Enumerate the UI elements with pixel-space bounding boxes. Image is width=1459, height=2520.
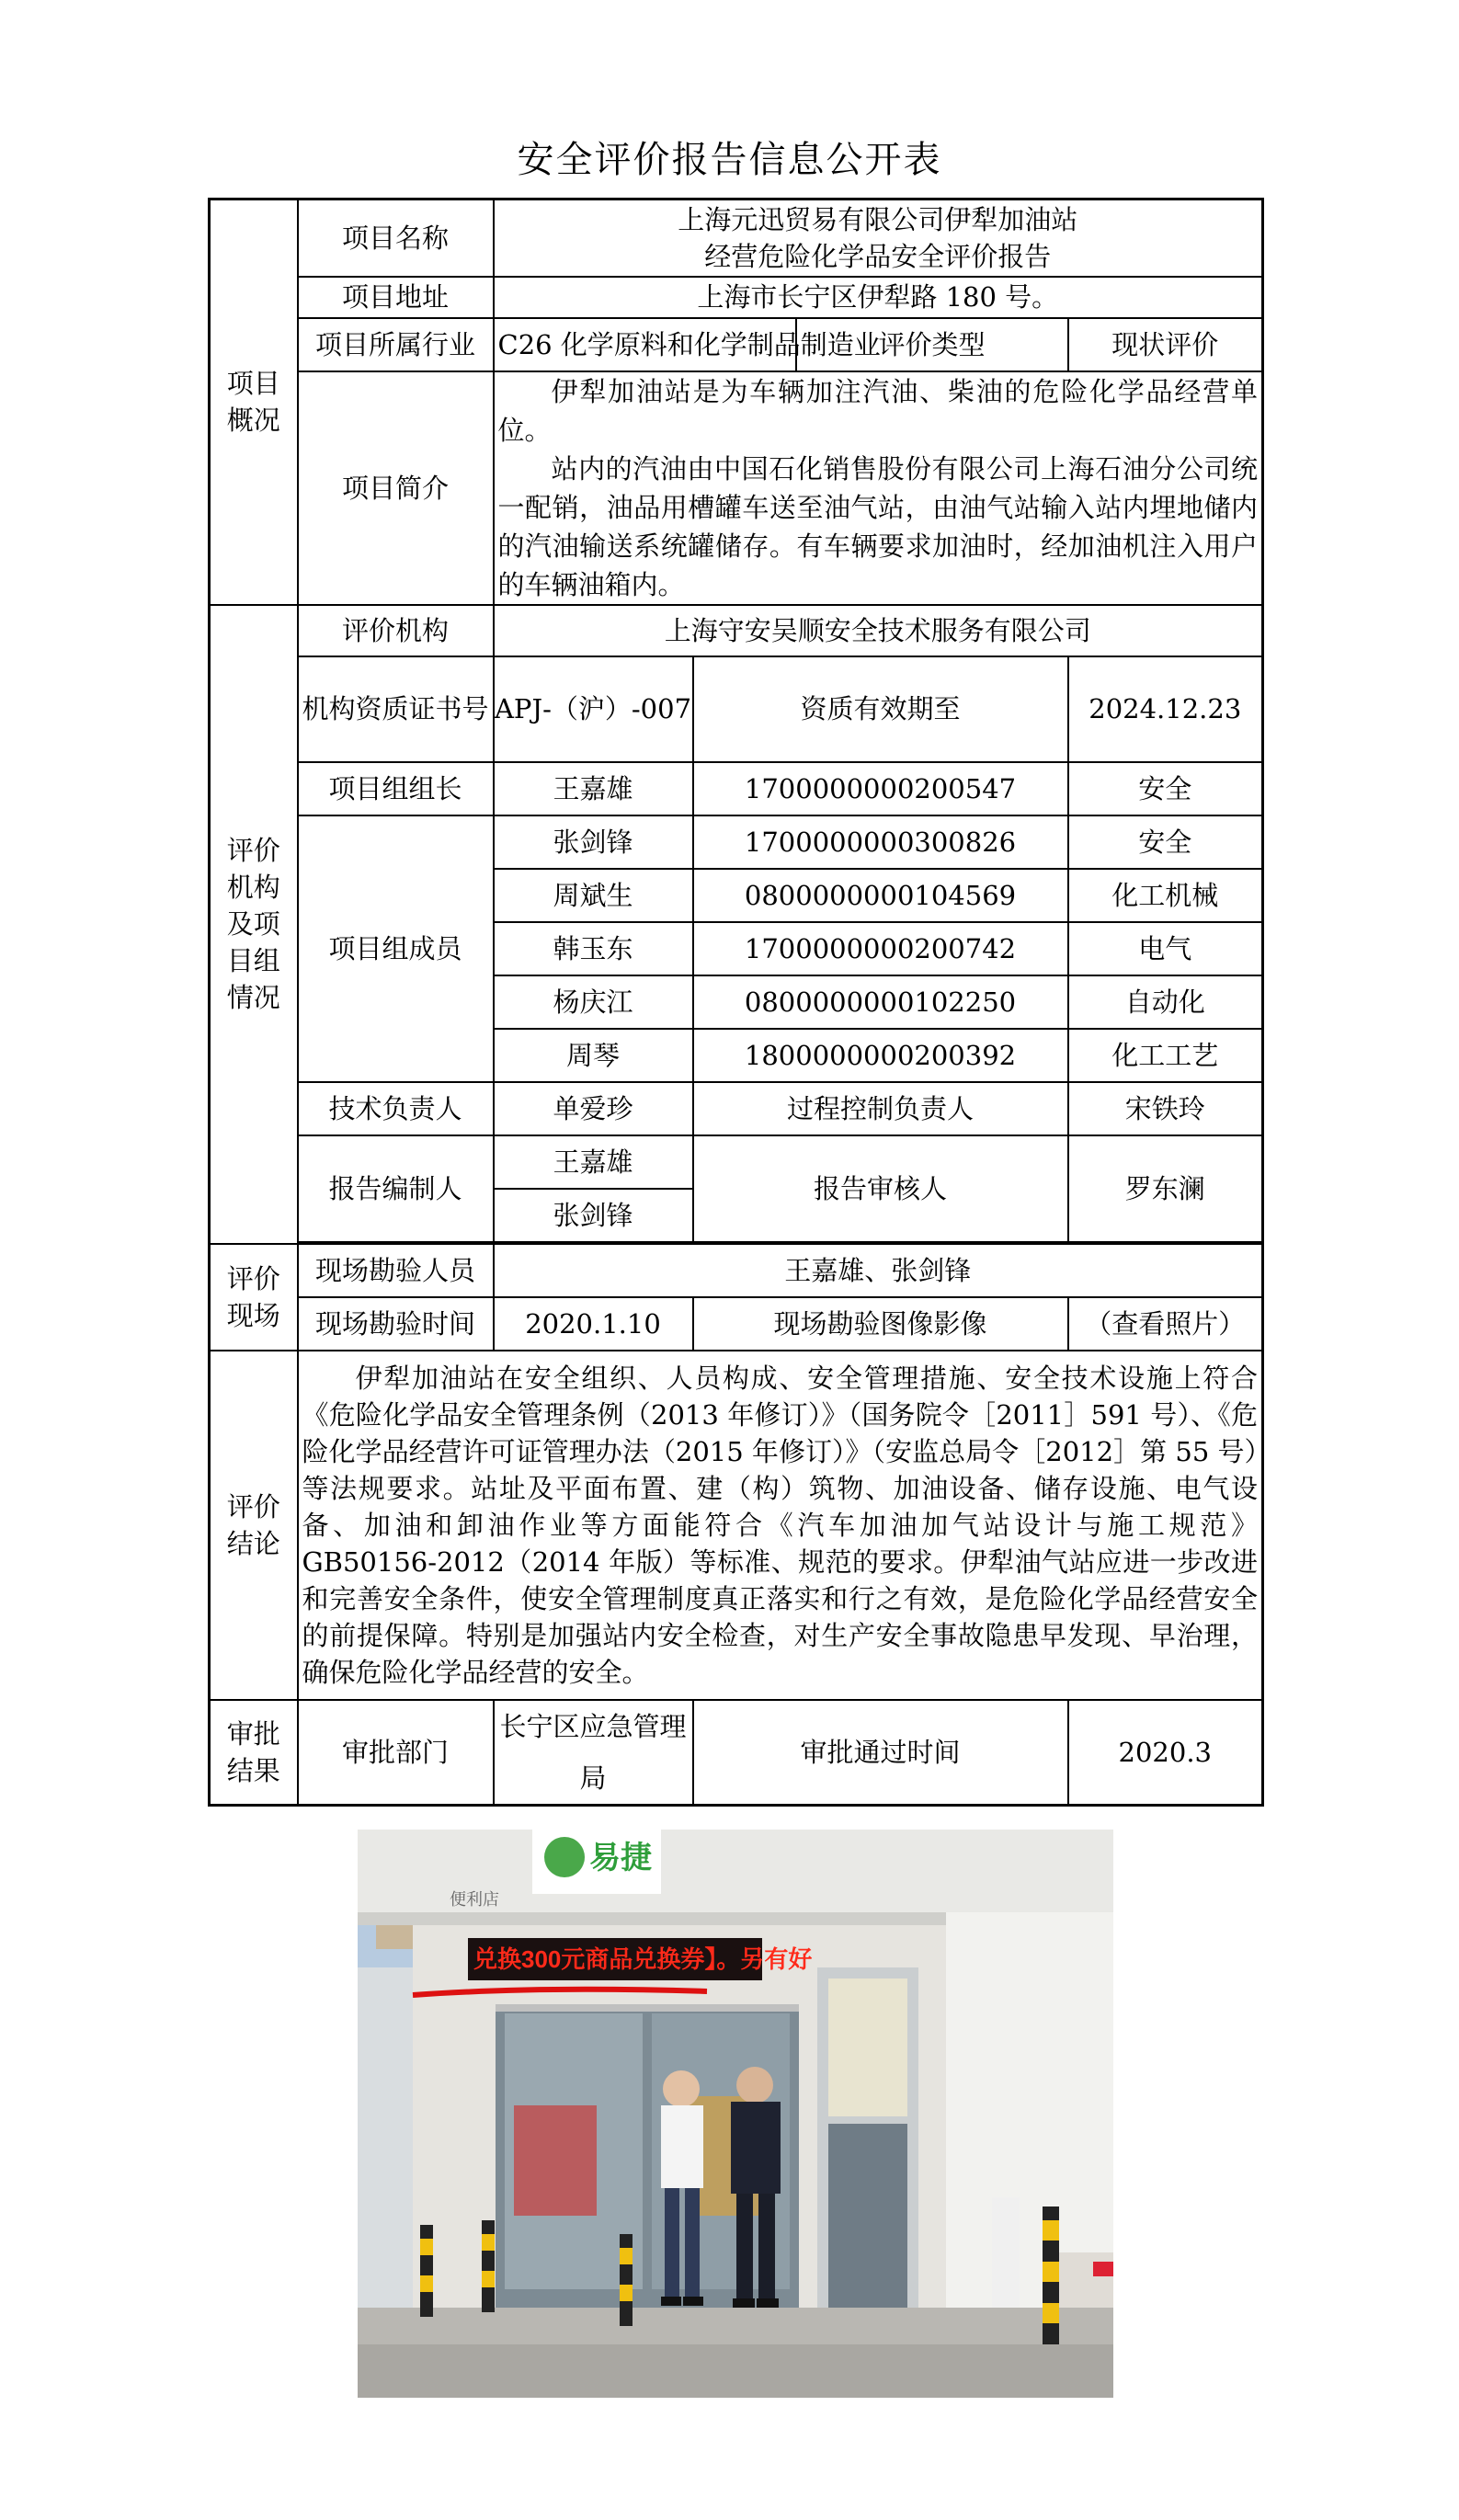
intro-paragraph-2: 站内的汽油由中国石化销售股份有限公司上海石油分公司统一配销，油品用槽罐车送至油气站，由油气站输入站内埋地储内的汽油输送系统罐储存。有车辆要求加油时，经加油机注入用户的车辆油箱内。 xyxy=(497,452,1259,600)
approval-time-value: 2020.3 xyxy=(1068,1700,1263,1806)
led-banner: 兑换300元商品兑换券】。另有好 xyxy=(473,1945,813,1973)
eval-type-value: 现状评价 xyxy=(1068,318,1263,371)
project-address-value: 上海市长宁区伊犁路 180 号。 xyxy=(494,277,1263,318)
site-staff-label: 现场勘验人员 xyxy=(298,1244,494,1297)
author-label: 报告编制人 xyxy=(298,1135,494,1242)
industry-label: 项目所属行业 xyxy=(298,318,494,371)
tech-lead-name: 单爱珍 xyxy=(494,1082,693,1135)
eval-type-label: 评价类型 xyxy=(796,318,1068,371)
brand-sign: 易捷 xyxy=(589,1841,652,1876)
cert-label: 机构资质证书号 xyxy=(298,656,494,762)
reviewer-name: 罗东澜 xyxy=(1068,1135,1263,1242)
org-label: 评价机构 xyxy=(298,605,494,656)
member-field: 自动化 xyxy=(1068,975,1263,1029)
process-lead-label: 过程控制负责人 xyxy=(693,1082,1068,1135)
member-id: 0800000000102250 xyxy=(693,975,1068,1029)
section-approval: 审批结果 xyxy=(210,1700,298,1806)
info-table xyxy=(208,198,1264,1807)
site-staff-value: 王嘉雄、张剑锋 xyxy=(494,1244,1263,1297)
page-title: 安全评价报告信息公开表 xyxy=(517,139,942,181)
site-photo xyxy=(358,1830,1113,2398)
leader-label: 项目组组长 xyxy=(298,762,494,815)
section-site: 评价现场 xyxy=(210,1244,298,1351)
member-id: 1800000000200392 xyxy=(693,1029,1068,1082)
site-time-label: 现场勘验时间 xyxy=(298,1297,494,1351)
valid-value: 2024.12.23 xyxy=(1068,656,1263,762)
project-address-label: 项目地址 xyxy=(298,277,494,318)
member-name: 周斌生 xyxy=(494,869,693,922)
valid-label: 资质有效期至 xyxy=(693,656,1068,762)
author-name: 王嘉雄 xyxy=(494,1135,693,1189)
project-name-line2: 经营危险化学品安全评价报告 xyxy=(704,240,1052,272)
section-agency: 评价机构及项目组情况 xyxy=(210,605,298,1244)
leader-id: 1700000000200547 xyxy=(693,762,1068,815)
member-id: 1700000000300826 xyxy=(693,815,1068,869)
member-id: 1700000000200742 xyxy=(693,922,1068,975)
author-name: 张剑锋 xyxy=(494,1189,693,1242)
industry-value: C26 化学原料和化学制品制造业 xyxy=(494,318,796,371)
member-name: 张剑锋 xyxy=(494,815,693,869)
view-photo-link[interactable]: （查看照片） xyxy=(1068,1297,1263,1351)
intro-value xyxy=(494,371,1263,605)
site-photo-illustration xyxy=(358,1830,1113,2398)
process-lead-name: 宋铁玲 xyxy=(1068,1082,1263,1135)
member-field: 化工工艺 xyxy=(1068,1029,1263,1082)
leader-name: 王嘉雄 xyxy=(494,762,693,815)
member-field: 化工机械 xyxy=(1068,869,1263,922)
member-field: 电气 xyxy=(1068,922,1263,975)
member-id: 0800000000104569 xyxy=(693,869,1068,922)
member-field: 安全 xyxy=(1068,815,1263,869)
cert-value: APJ-（沪）-007 xyxy=(494,656,693,762)
project-name-label: 项目名称 xyxy=(298,200,494,277)
section-overview: 项目概况 xyxy=(210,200,298,605)
member-name: 韩玉东 xyxy=(494,922,693,975)
members-label: 项目组成员 xyxy=(298,815,494,1082)
reviewer-label: 报告审核人 xyxy=(693,1135,1068,1242)
org-value: 上海守安吴顺安全技术服务有限公司 xyxy=(494,605,1263,656)
project-name-line1: 上海元迅贸易有限公司伊犁加油站 xyxy=(678,203,1078,235)
intro-paragraph-1: 伊犁加油站是为车辆加注汽油、柴油的危险化学品经营单位。 xyxy=(497,375,1259,446)
site-image-label: 现场勘验图像影像 xyxy=(693,1297,1068,1351)
store-sign: 便利店 xyxy=(450,1890,499,1909)
section-conclusion: 评价结论 xyxy=(210,1351,298,1700)
leader-field: 安全 xyxy=(1068,762,1263,815)
member-name: 周琴 xyxy=(494,1029,693,1082)
tech-lead-label: 技术负责人 xyxy=(298,1082,494,1135)
intro-label: 项目简介 xyxy=(298,371,494,605)
site-time-value: 2020.1.10 xyxy=(494,1297,693,1351)
approval-dept-label: 审批部门 xyxy=(298,1700,494,1806)
approval-time-label: 审批通过时间 xyxy=(693,1700,1068,1806)
project-name-value xyxy=(494,200,1263,277)
conclusion-text: 伊犁加油站在安全组织、人员构成、安全管理措施、安全技术设施上符合《危险化学品安全管理条例（2013 年修订）》（国务院令［2011］591 号）、《危险化学品经营许可证管理办法（2015 年修订）》（安监总局令［2012］第 55 号）等法规要求。站址及平面布置、建（构）筑物、加油设备、储存设施、电气设备、加油和卸油作业等方面能符合《汽车加油加气站设计与施工规范》GB50156-2012（2014 年版）等标准、规范的要求。伊犁油气站应进一步改进和完善安全条件，使安全管理制度真正落实和行之有效，是危险化学品经营安全的前提保障。特别是加强站内安全检查，对生产安全事故隐患早发现、早治理，确保危险化学品经营的安全。 xyxy=(298,1351,1263,1700)
member-name: 杨庆江 xyxy=(494,975,693,1029)
approval-dept-value: 长宁区应急管理局 xyxy=(494,1700,693,1806)
